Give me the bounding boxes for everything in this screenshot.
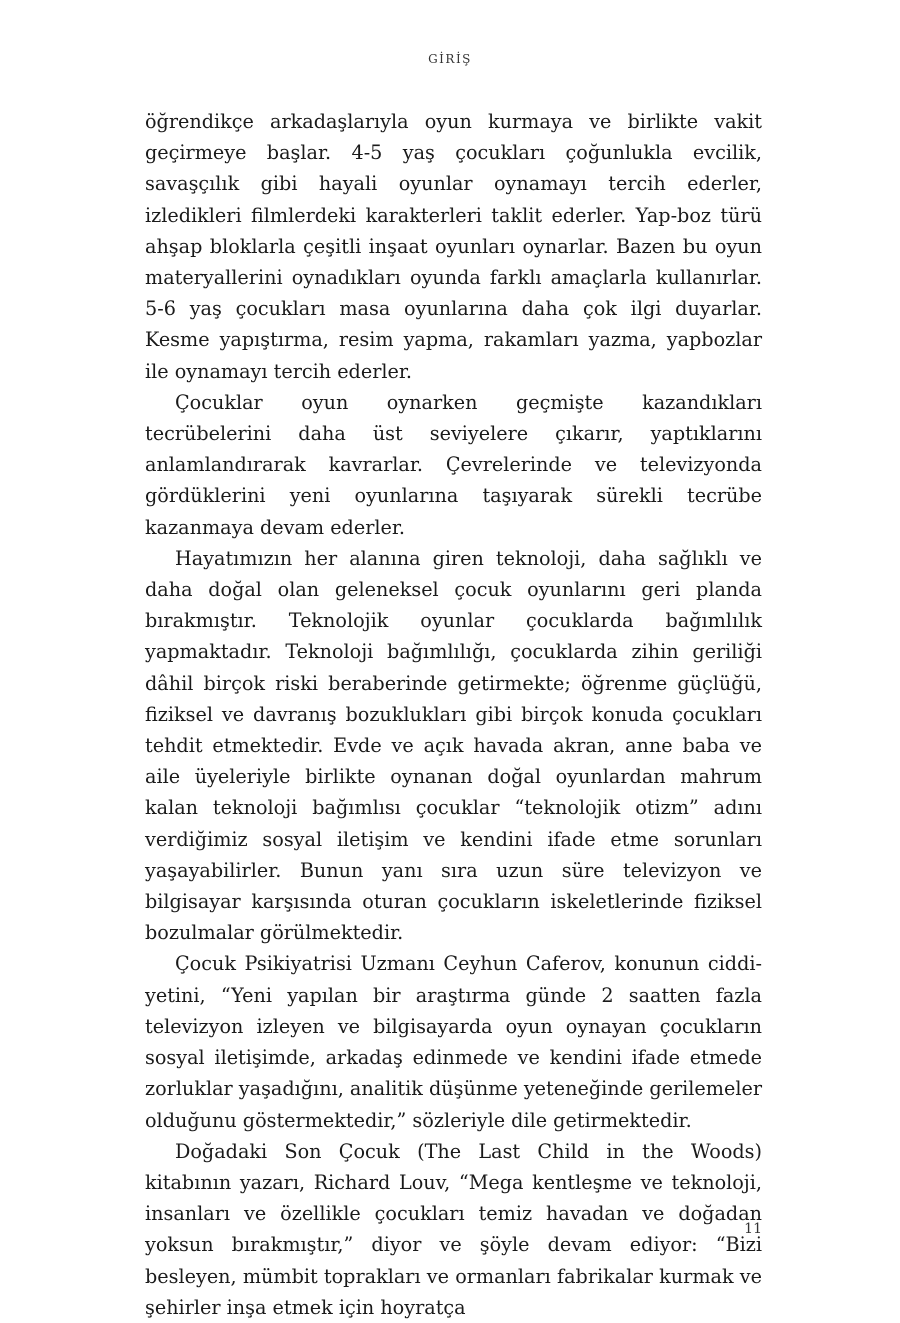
body-text <box>145 106 762 1323</box>
running-header: GİRİŞ <box>428 52 472 66</box>
paragraph: Doğadaki Son Çocuk (The Last Child in the Woods) kitabının yazarı, Richard Louv, “Mega kentleşme ve teknoloji, insanları ve özellikle çocukları temiz havadan ve doğadan yoksun bırakmıştır,” diyor ve şöyle devam ediyor: “Bizi besleyen, mümbit toprakları ve ormanları fabrikalar kurmak ve şehirler inşa etmek için hoyratça <box>145 1139 762 1319</box>
paragraph: Çocuklar oyun oynarken geçmişte kazandıkları tecrübelerini daha üst seviyelere çıkarır, yaptıklarını anlamlandırarak kavrarlar. Çevrelerinde ve televizyonda gördüklerini yeni oyunlarına taşıyarak sürekli tecrübe kazanmaya devam ederler. <box>145 390 762 539</box>
page-number: 11 <box>744 1221 762 1237</box>
paragraph: Çocuk Psikiyatrisi Uzmanı Ceyhun Caferov, konunun ciddiyetini, “Yeni yapılan bir araştırma günde 2 saatten fazla televizyon izleyen ve bilgisayarda oyun oynayan çocukların sosyal iletişimde, arkadaş edinmede ve kendini ifade etmede zorluklar yaşadığını, analitik düşünme yeteneğinde gerilemeler olduğunu göstermektedir,” sözleriyle dile getirmektedir. <box>145 952 762 1132</box>
paragraph-continued: öğrendikçe arkadaşlarıyla oyun kurmaya ve birlikte vakit geçirmeye başlar. 4-5 yaş çocukları çoğunlukla evcilik, savaşçılık gibi hayali oyunlar oynamayı tercih ederler, izledikleri filmlerdeki karakterleri taklit ederler. Yap-boz türü ahşap bloklarla çeşitli inşaat oyunları oynarlar. Bazen bu oyun materyallerini oynadıkları oyunda farklı amaçlarla kullanırlar. 5-6 yaş çocukları masa oyunlarına daha çok ilgi duyarlar. Kesme yapıştırma, resim yapma, rakamları yazma, yapbozlar ile oynamayı tercih ederler. <box>145 110 762 383</box>
paragraph: Hayatımızın her alanına giren teknoloji, daha sağlıklı ve daha doğal olan geleneksel çocuk oyunlarını geri planda bırakmıştır. Teknolojik oyunlar çocuklarda bağımlılık yapmaktadır. Teknoloji bağımlılığı, çocuklarda zihin geriliği dâhil birçok riski beraberinde getirmekte; öğrenme güçlüğü, fiziksel ve davranış bozuklukları gibi birçok konuda çocukları tehdit etmektedir. Evde ve açık havada akran, anne baba ve aile üyeleriyle birlikte oynanan doğal oyunlardan mahrum kalan teknoloji bağımlısı çocuklar “teknolojik otizm” adını verdiğimiz sosyal iletişim ve kendini ifade etme sorunları yaşayabilirler. Bunun yanı sıra uzun süre televizyon ve bilgisayar karşısında oturan çocukların iskeletlerinde fiziksel bozulmalar görülmektedir. <box>145 546 762 945</box>
